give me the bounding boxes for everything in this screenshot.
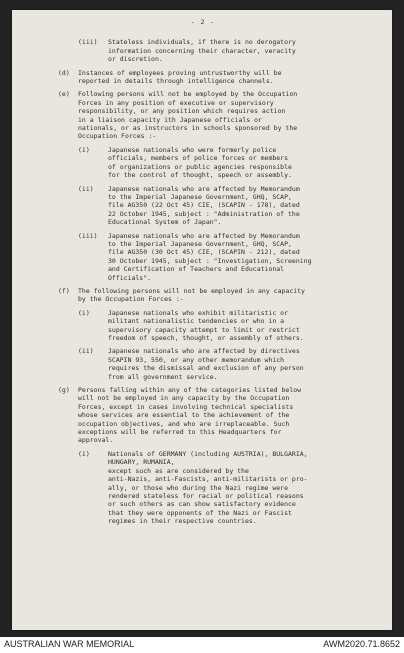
item-label: (d) <box>58 68 70 77</box>
item-label: (i) <box>78 308 90 317</box>
item-text: The following persons will not be employed in any capacity by the Occupation Forces :- <box>78 286 305 304</box>
list-item <box>34 69 372 86</box>
item-label: (f) <box>58 286 70 295</box>
item-text: Japanese nationals who exhibit militaristic or militant nationalistic tendencies or who in a supervisory capacity attempt to limit or restrict freedom of speech, thought, or assembly of others. <box>108 308 304 342</box>
item-text: Stateless individuals, if there is no derogatory information concerning their character, veracity or discretion. <box>108 38 296 64</box>
item-text: Nationals of GERMANY (including AUSTRIA), BULGARIA, HUNGARY, RUMANIA, except such as are considered by the anti-Nazis, anti-Fascists, anti-militarists or pro- ally, or those who during the Nazi regime were rendered stateless for racial or political reasons or such others as can show satisfactory evidence that they were opponents of the Nazi or Fascist regimes in their respective countries. <box>108 449 308 526</box>
archive-footer <box>0 639 404 653</box>
item-label: (iii) <box>78 231 98 240</box>
list-item <box>34 450 372 526</box>
list-item <box>34 287 372 304</box>
page-number: - 2 - <box>190 18 216 26</box>
item-text: Japanese nationals who are affected by Memorandum to the Imperial Japanese Government, GHQ, SCAP, file AG350 (22 Oct 45) CIE, (SCAPIN - 178), dated 22 October 1945, subject : "Administration of the Educational System of Japan". <box>108 184 300 227</box>
item-label: (i) <box>78 145 90 154</box>
list-item <box>34 309 372 343</box>
document-page <box>12 10 392 630</box>
item-label: (i) <box>78 449 90 458</box>
item-text: Japanese nationals who are affected by Memorandum to the Imperial Japanese Government, GHQ, SCAP, file AG350 (30 Oct 45) CIE, (SCAPIN - 212), dated 30 October 1945, subject : "Investigation, Screening and Certification of Teachers and Educational Officials". <box>108 231 312 282</box>
document-body <box>34 18 372 531</box>
item-label: (ii) <box>78 184 94 193</box>
item-label: (g) <box>58 386 70 395</box>
item-text: Japanese nationals who were formerly police officials, members of police forces or members of organizations or public agencies responsible for the control of thought, speech or assembly. <box>108 145 292 180</box>
list-item <box>34 90 372 140</box>
list-item <box>34 386 372 445</box>
archive-reference: AWM2020.71.8652 <box>323 639 400 649</box>
archive-name: AUSTRALIAN WAR MEMORIAL <box>4 639 135 649</box>
item-text: Persons falling within any of the categories listed below will not be employed in any capacity by the Occupation Forces, except in cases involving technical specialists whose services are essential to the achievement of the occupation objectives, and who are irreplaceable. Such exceptions will be referred to this Headquarters for approval. <box>78 386 302 445</box>
item-label: (ii) <box>78 347 94 356</box>
list-item <box>34 185 372 227</box>
item-label: (iii) <box>78 38 98 47</box>
item-text: Following persons will not be employed by the Occupation Forces in any position of executive or supervisory responsibility, or any position which requires action in a liaison capacity ith Japanese officials or nationals, or as instructors in schools sponsored by the Occupation Forces :- <box>78 90 298 141</box>
item-label: (e) <box>58 90 70 99</box>
list-item <box>34 232 372 282</box>
item-text: Instances of employees proving untrustworthy will be reported in details through intelligence channels. <box>78 68 282 86</box>
list-item <box>34 38 372 63</box>
item-text: Japanese nationals who are affected by directives SCAPIN 93, 550, or any other memorandum which requires the dismissal and exclusion of any person from all government service. <box>108 347 304 381</box>
list-item <box>34 347 372 381</box>
list-item <box>34 146 372 180</box>
